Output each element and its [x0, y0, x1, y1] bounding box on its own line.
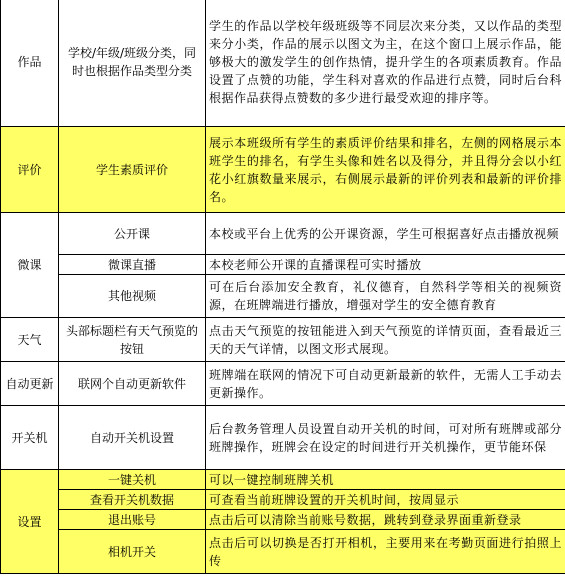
description-cell: 可以一键控制班牌关机 — [206, 470, 565, 490]
table-row — [1, 213, 565, 255]
description-cell: 班牌端在联网的情况下可自动更新最新的软件，无需人工手动去更新操作。 — [206, 362, 565, 406]
category-cell: 评价 — [1, 127, 59, 213]
description-cell: 后台教务管理人员设置自动开关机的时间，可对所有班牌或部分班牌操作，班牌会在设定的时间进行开关机操作，更节能环保 — [206, 406, 565, 470]
category-cell: 天气 — [1, 318, 59, 362]
category-cell: 微课 — [1, 213, 59, 318]
table-row — [1, 275, 565, 318]
description-cell: 点击后可以清除当前账号数据，跳转到登录界面重新登录 — [206, 510, 565, 530]
table-row — [1, 530, 565, 574]
feature-cell: 自动开关机设置 — [59, 406, 206, 470]
table-row — [1, 127, 565, 213]
feature-cell: 查看开关机数据 — [59, 490, 206, 510]
description-cell: 点击后可以切换是否打开相机，主要用来在考勤页面进行拍照上传 — [206, 530, 565, 574]
table-row — [1, 0, 565, 127]
category-cell: 作品 — [1, 0, 59, 127]
table-row — [1, 470, 565, 490]
description-cell: 可查看当前班牌设置的开关机时间，按周显示 — [206, 490, 565, 510]
description-cell: 学生的作品以学校年级班级等不同层次来分类，又以作品的类型来分小类，作品的展示以图文为主，在这个窗口上展示作品，能够极大的激发学生的创作热情，提升学生的各项素质教育。作品设置了点赞的功能，学生科对喜欢的作品进行点赞，同时后台科根据作品获得点赞数的多少进行最受欢迎的排序等。 — [206, 0, 565, 127]
feature-cell: 公开课 — [59, 213, 206, 255]
feature-cell: 相机开关 — [59, 530, 206, 574]
table-row — [1, 362, 565, 406]
feature-cell: 头部标题栏有天气预览的按钮 — [59, 318, 206, 362]
feature-cell: 联网个自动更新软件 — [59, 362, 206, 406]
category-cell: 设置 — [1, 470, 59, 574]
description-cell: 点击天气预览的按钮能进入到天气预览的详情页面，查看最近三天的天气详情，以图文形式展现。 — [206, 318, 565, 362]
category-cell: 开关机 — [1, 406, 59, 470]
feature-cell: 退出账号 — [59, 510, 206, 530]
feature-cell: 微课直播 — [59, 255, 206, 275]
table-row — [1, 255, 565, 275]
feature-cell: 学校/年级/班级分类，同时也根据作品类型分类 — [59, 0, 206, 127]
table-row — [1, 490, 565, 510]
table-row — [1, 318, 565, 362]
table-row — [1, 510, 565, 530]
description-cell: 可在后台添加安全教育，礼仪德育，自然科学等相关的视频资源，在班牌端进行播放，增强对学生的安全德育教育 — [206, 275, 565, 318]
description-cell: 本校老师公开课的直播课程可实时播放 — [206, 255, 565, 275]
description-cell: 展示本班级所有学生的素质评价结果和排名，左侧的网格展示本班学生的排名，有学生头像和姓名以及得分，并且得分会以小红花小红旗数量来展示，右侧展示最新的评价列表和最新的评价排名。 — [206, 127, 565, 213]
feature-cell: 其他视频 — [59, 275, 206, 318]
table-row — [1, 406, 565, 470]
feature-cell: 学生素质评价 — [59, 127, 206, 213]
category-cell: 自动更新 — [1, 362, 59, 406]
feature-cell: 一键关机 — [59, 470, 206, 490]
description-cell: 本校或平台上优秀的公开课资源，学生可根据喜好点击播放视频 — [206, 213, 565, 255]
